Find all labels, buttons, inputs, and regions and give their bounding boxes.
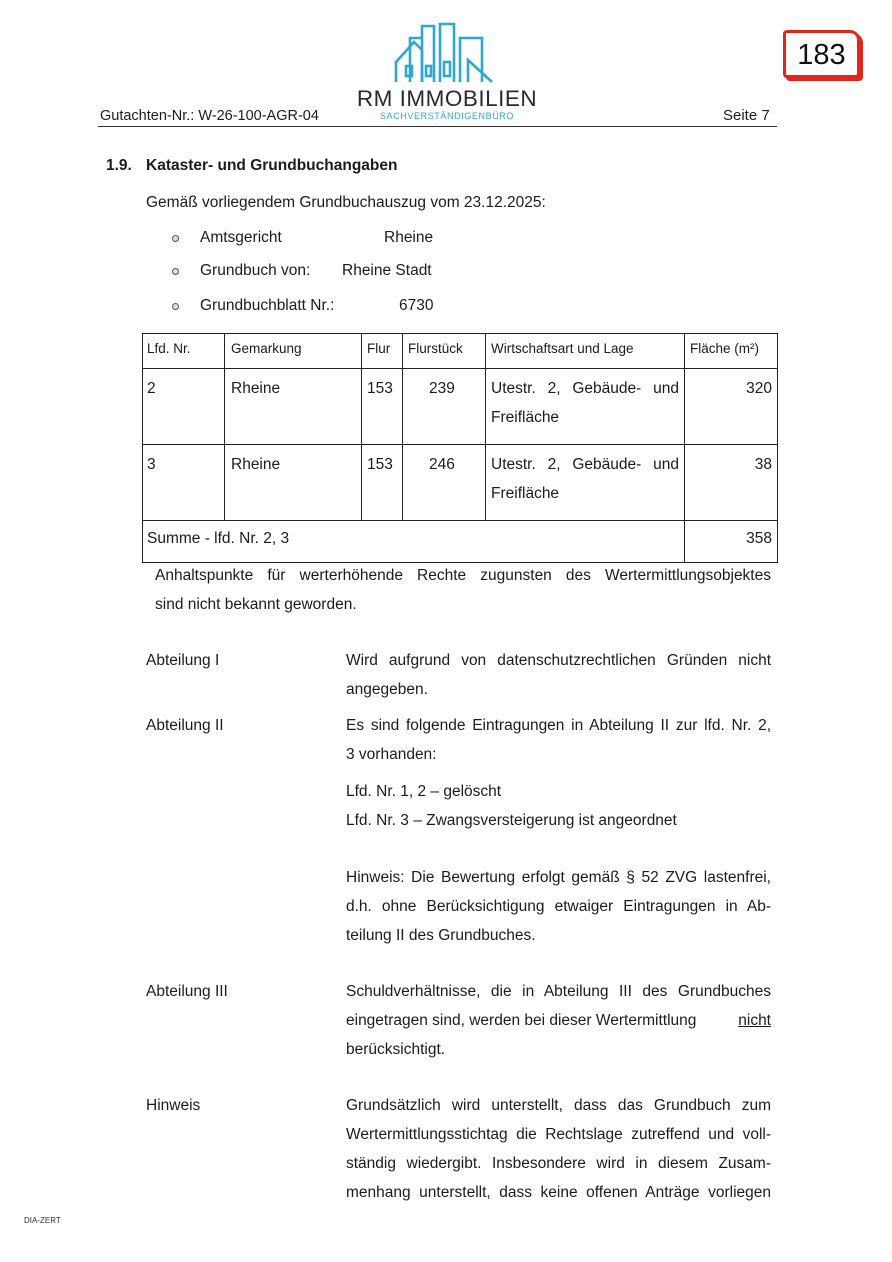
bullet-label-grundbuch: Grundbuch von: <box>200 262 311 279</box>
col-header-flaeche: Fläche (m²) <box>690 341 760 356</box>
abteilung-1-text: angegeben. <box>346 681 428 698</box>
cell-flaeche: 320 <box>746 380 772 397</box>
rights-note-line2: sind nicht bekannt geworden. <box>155 596 357 613</box>
abteilung-3-text-part: eingetragen sind, werden bei dieser Wertermittlung <box>346 1012 697 1029</box>
abteilung-2-hinweis: d.h. ohne Berücksichtigung etwaiger Eintragungen in Ab- <box>346 898 771 915</box>
rights-note-line1: Anhaltspunkte für werterhöhende Rechte zugunsten des Wertermittlungsobjektes <box>155 567 771 584</box>
bullet-value-amtsgericht: Rheine <box>384 229 434 246</box>
cell-lage-line1: Utestr. 2, Gebäude- und <box>491 380 679 397</box>
abteilung-2-entry: Lfd. Nr. 1, 2 – gelöscht <box>346 783 502 800</box>
cell-flurstueck: 246 <box>429 456 455 473</box>
hinweis-text: Grundsätzlich wird unterstellt, dass das Grundbuch zum <box>346 1097 771 1114</box>
sum-value: 358 <box>746 530 772 547</box>
abteilung-3-text: Schuldverhältnisse, die in Abteilung III des Grundbuches <box>346 983 771 1000</box>
cell-lage-line2: Freifläche <box>491 409 560 426</box>
cell-lage-line2: Freifläche <box>491 485 560 502</box>
abteilung-2-text: Es sind folgende Eintragungen in Abteilung II zur lfd. Nr. 2, <box>346 717 771 734</box>
col-header-lfd: Lfd. Nr. <box>147 341 191 356</box>
hinweis-text: menhang unterstellt, dass keine offenen Anträge vorliegen <box>346 1184 771 1201</box>
cell-flur: 153 <box>367 380 393 397</box>
section-number: 1.9. <box>106 157 132 174</box>
abteilung-1-text: Wird aufgrund von datenschutzrechtlichen Gründen nicht <box>346 652 771 669</box>
cell-gemarkung: Rheine <box>231 456 281 473</box>
logo-subtitle: SACHVERSTÄNDIGENBÜRO <box>369 111 525 121</box>
page-number-badge: 183 <box>783 30 860 78</box>
logo-company-name: RM IMMOBILIEN <box>356 86 538 111</box>
bullet-icon <box>172 268 179 275</box>
abteilung-2-hinweis: Hinweis: Die Bewertung erfolgt gemäß § 52 ZVG lastenfrei, <box>346 869 771 886</box>
bullet-value-grundbuch: Rheine Stadt <box>342 262 432 279</box>
bullet-icon <box>172 235 179 242</box>
building-logo-icon <box>392 20 512 88</box>
col-header-lage: Wirtschaftsart und Lage <box>491 341 634 356</box>
bullet-label-amtsgericht: Amtsgericht <box>200 229 282 246</box>
hinweis-label: Hinweis <box>146 1097 201 1114</box>
page-label: Seite 7 <box>723 107 770 124</box>
intro-text: Gemäß vorliegendem Grundbuchauszug vom 23.12.2025: <box>146 194 546 211</box>
bullet-icon <box>172 303 179 310</box>
sum-label: Summe - lfd. Nr. 2, 3 <box>147 530 290 547</box>
section-title: Kataster- und Grundbuchangaben <box>146 157 398 174</box>
cell-lfd: 2 <box>147 380 156 397</box>
abteilung-3-emphasis: nicht <box>738 1012 771 1029</box>
hinweis-text: Wertermittlungsstichtag die Rechtslage zutreffend und voll- <box>346 1126 771 1143</box>
bullet-label-blatt: Grundbuchblatt Nr.: <box>200 297 335 314</box>
abteilung-1-label: Abteilung I <box>146 652 220 669</box>
abteilung-2-text: 3 vorhanden: <box>346 746 437 763</box>
abteilung-2-hinweis: teilung II des Grundbuches. <box>346 927 536 944</box>
cell-lage-line1: Utestr. 2, Gebäude- und <box>491 456 679 473</box>
abteilung-3-text: berücksichtigt. <box>346 1041 446 1058</box>
abteilung-3-label: Abteilung III <box>146 983 228 1000</box>
col-header-flurstueck: Flurstück <box>408 341 463 356</box>
abteilung-2-label: Abteilung II <box>146 717 224 734</box>
hinweis-text: ständig wiedergibt. Insbesondere wird in diesem Zusam- <box>346 1155 771 1172</box>
cell-flaeche: 38 <box>754 456 772 473</box>
bullet-value-blatt: 6730 <box>399 297 434 314</box>
cell-flur: 153 <box>367 456 393 473</box>
cell-gemarkung: Rheine <box>231 380 281 397</box>
footer-certification-mark: DIA-ZERT <box>24 1216 61 1225</box>
header-rule <box>98 126 777 127</box>
col-header-flur: Flur <box>367 341 391 356</box>
col-header-gemarkung: Gemarkung <box>231 341 302 356</box>
land-register-table <box>142 333 778 563</box>
report-number: Gutachten-Nr.: W-26-100-AGR-04 <box>100 108 319 124</box>
cell-lfd: 3 <box>147 456 156 473</box>
cell-flurstueck: 239 <box>429 380 455 397</box>
abteilung-3-text <box>346 1006 771 1035</box>
abteilung-2-entry: Lfd. Nr. 3 – Zwangsversteigerung ist angeordnet <box>346 812 677 829</box>
